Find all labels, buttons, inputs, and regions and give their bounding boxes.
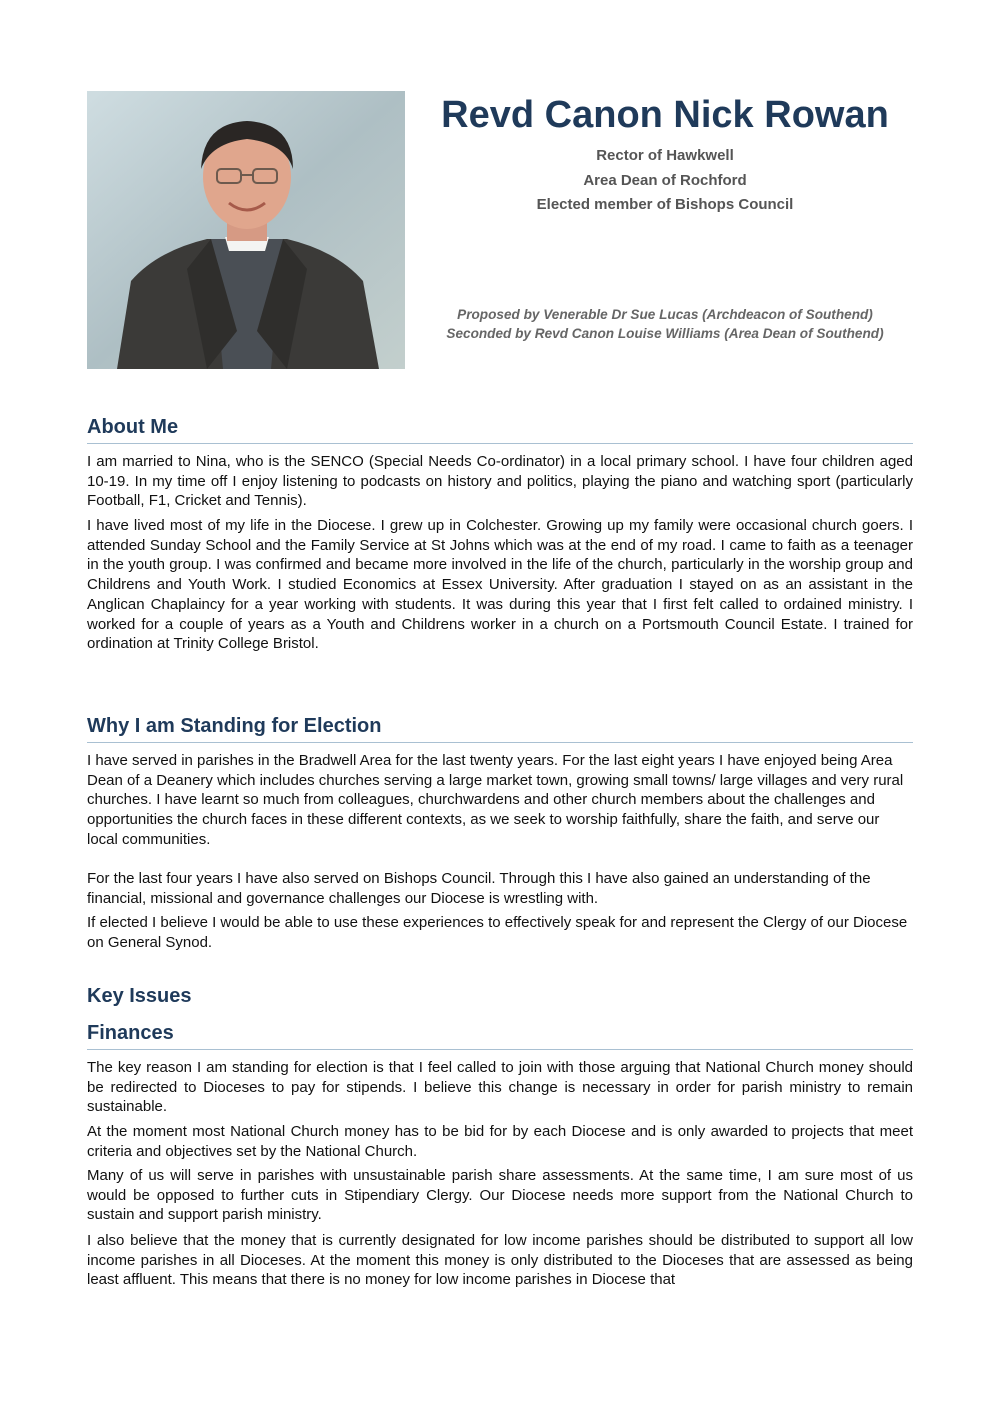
proposer: Proposed by Venerable Dr Sue Lucas (Archdeacon of Southend) xyxy=(457,307,873,322)
finances-paragraph: At the moment most National Church money has to be bid for by each Diocese and is only awarded to projects that meet criteria and objectives set by the National Church. xyxy=(87,1123,913,1160)
candidate-name: Revd Canon Nick Rowan xyxy=(441,94,889,136)
why-heading: Why I am Standing for Election xyxy=(87,713,913,743)
candidate-header xyxy=(410,92,920,218)
nominators xyxy=(410,305,920,343)
about-paragraph: I am married to Nina, who is the SENCO (Special Needs Co-ordinator) in a local primary school. I have four children aged 10-19. In my time off I enjoy listening to podcasts on history and politics, playing the piano and watching sport (particularly Football, F1, Cricket and Tennis). xyxy=(87,453,913,510)
role-line: Elected member of Bishops Council xyxy=(536,196,794,213)
about-paragraph: I have lived most of my life in the Diocese. I grew up in Colchester. Growing up my family were occasional church goers. I attended Sunday School and the Family Service at St Johns which was at the end of my road. I came to faith as a teenager in the youth group. I was confirmed and became more involved in the life of the church, particularly in the worship group and Childrens and Youth Work. I studied Economics at Essex University. After graduation I stayed on as an assistant in the Anglican Chaplaincy for a year working with students. It was during this year that I first felt called to ordained ministry. I worked for a couple of years as a Youth and Childrens worker in a church on a Portsmouth Council Estate. I trained for ordination at Trinity College Bristol. xyxy=(87,517,913,653)
why-paragraph: If elected I believe I would be able to use these experiences to effectively speak for and represent the Clergy of our Diocese on General Synod. xyxy=(87,914,908,951)
why-paragraph: I have served in parishes in the Bradwell Area for the last twenty years. For the last eight years I have enjoyed being Area Dean of a Deanery which includes churches serving a large market town, growing small towns/ large villages and very rural churches. I have learnt so much from colleagues, churchwardens and other church members about the challenges and opportunities the church faces in these different contexts, as we seek to worship faithfully, share the faith, and serve our local communities. xyxy=(87,752,904,848)
finances-heading: Finances xyxy=(87,1020,913,1050)
about-heading: About Me xyxy=(87,414,913,444)
candidate-photo xyxy=(87,91,405,369)
finances-paragraph: The key reason I am standing for election is that I feel called to join with those arguing that National Church money should be redirected to Dioceses to pay for stipends. I believe this change is necessary in order for parish ministry to remain sustainable. xyxy=(87,1059,913,1116)
role-line: Area Dean of Rochford xyxy=(583,171,747,189)
role-line: Rector of Hawkwell xyxy=(596,147,734,164)
candidate-roles xyxy=(410,144,920,218)
finances-paragraph: I also believe that the money that is currently designated for low income parishes should be distributed to support all low income parishes in all Dioceses. At the moment this money is only distributed to the Dioceses that are assessed as being least affluent. This means that there is no money for low income parishes in Diocese that xyxy=(87,1232,913,1289)
key-issues-heading: Key Issues xyxy=(87,985,192,1007)
why-paragraph: For the last four years I have also served on Bishops Council. Through this I have also gained an understanding of the financial, missional and governance challenges our Diocese is wrestling with. xyxy=(87,870,871,907)
seconder: Seconded by Revd Canon Louise Williams (Area Dean of Southend) xyxy=(446,326,884,341)
finances-paragraph: Many of us will serve in parishes with unsustainable parish share assessments. At the same time, I am sure most of us would be opposed to further cuts in Stipendiary Clergy. Our Diocese needs more support from the National Church to sustain and support parish ministry. xyxy=(87,1167,913,1224)
